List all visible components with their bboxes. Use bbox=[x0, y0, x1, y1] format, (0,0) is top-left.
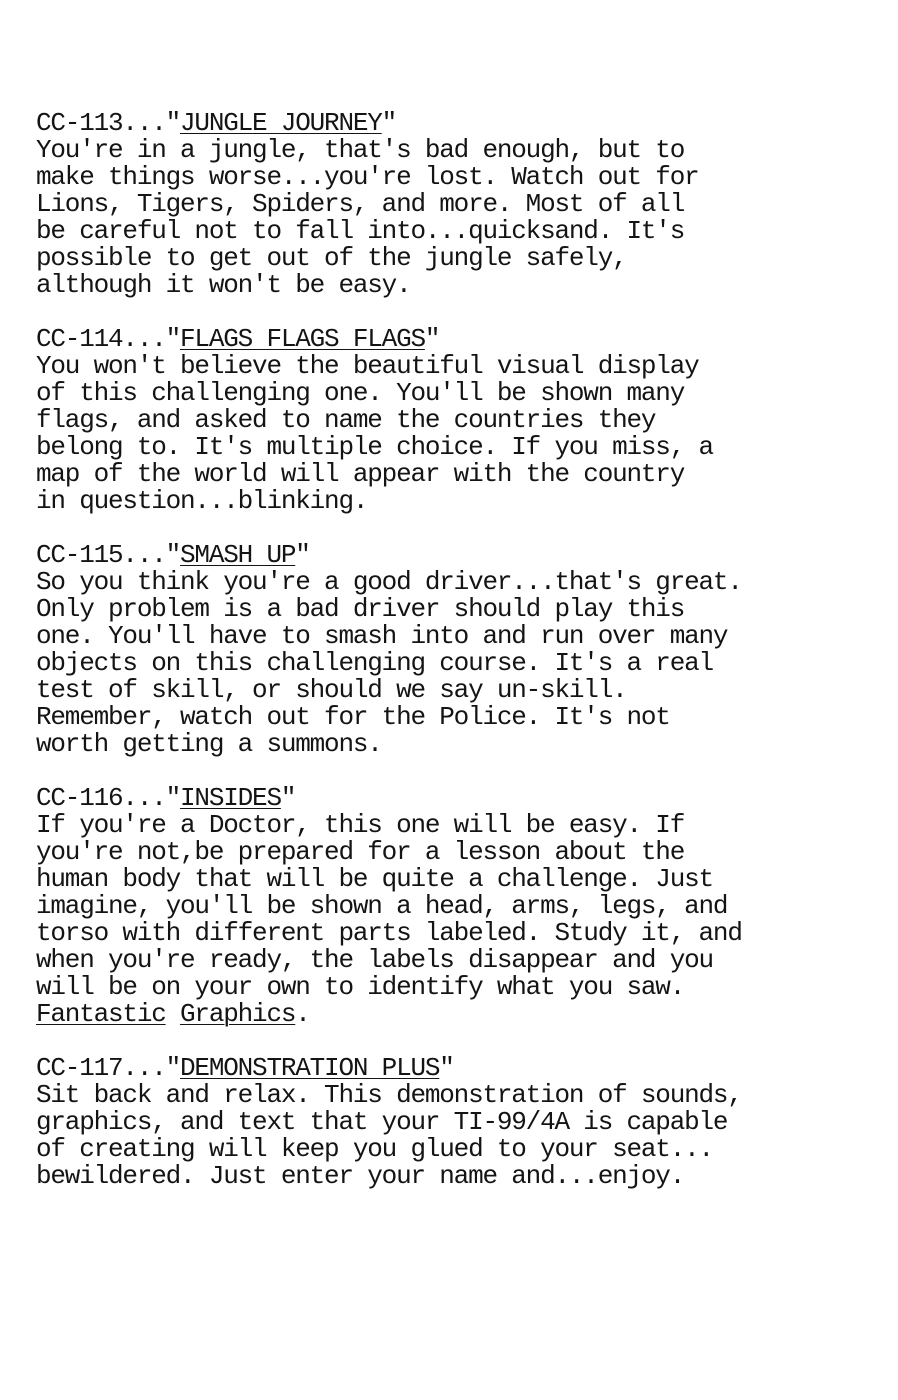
entry-title: JUNGLE JOURNEY bbox=[180, 108, 382, 138]
description-line: You won't believe the beautiful visual display bbox=[36, 351, 699, 381]
catalog-entry-cc-113 bbox=[36, 110, 886, 299]
description-line: Sit back and relax. This demonstration of sounds, bbox=[36, 1080, 742, 1110]
description-line: imagine, you'll be shown a head, arms, legs, and bbox=[36, 891, 728, 921]
entry-title: INSIDES bbox=[180, 783, 281, 813]
description-line: although it won't be easy. bbox=[36, 270, 411, 300]
description-line: of creating will keep you glued to your seat... bbox=[36, 1134, 713, 1164]
entry-heading: CC-115..."SMASH UP" bbox=[36, 540, 310, 570]
entry-code: CC-116... bbox=[36, 783, 166, 813]
description-line: If you're a Doctor, this one will be easy. If bbox=[36, 810, 685, 840]
description-line: belong to. It's multiple choice. If you miss, a bbox=[36, 432, 713, 462]
description-line: graphics, and text that your TI-99/4A is capable bbox=[36, 1107, 728, 1137]
entry-title: FLAGS FLAGS FLAGS bbox=[180, 324, 425, 354]
catalog-entry-cc-115 bbox=[36, 542, 886, 758]
description-line: one. You'll have to smash into and run over many bbox=[36, 621, 728, 651]
description-line: when you're ready, the labels disappear and you bbox=[36, 945, 713, 975]
underlined-word: Fantastic bbox=[36, 999, 166, 1029]
entry-code: CC-114... bbox=[36, 324, 166, 354]
entry-heading: CC-113..."JUNGLE JOURNEY" bbox=[36, 108, 397, 138]
description-line: human body that will be quite a challenge. Just bbox=[36, 864, 713, 894]
entry-code: CC-117... bbox=[36, 1053, 166, 1083]
underlined-word: Graphics bbox=[180, 999, 296, 1029]
description-line: test of skill, or should we say un-skill. bbox=[36, 675, 627, 705]
line-end-punctuation: . bbox=[295, 999, 310, 1029]
description-line: worth getting a summons. bbox=[36, 729, 382, 759]
description-line: Lions, Tigers, Spiders, and more. Most of all bbox=[36, 189, 685, 219]
entry-code: CC-115... bbox=[36, 540, 166, 570]
description-line: flags, and asked to name the countries they bbox=[36, 405, 656, 435]
description-line: map of the world will appear with the country bbox=[36, 459, 685, 489]
description-line: you're not,be prepared for a lesson about the bbox=[36, 837, 685, 867]
catalog-entry-cc-114 bbox=[36, 326, 886, 515]
description-line: of this challenging one. You'll be shown many bbox=[36, 378, 685, 408]
description-line: be careful not to fall into...quicksand. It's bbox=[36, 216, 685, 246]
catalog-page bbox=[36, 110, 886, 1217]
description-line: objects on this challenging course. It's a real bbox=[36, 648, 713, 678]
description-line: will be on your own to identify what you saw. bbox=[36, 972, 685, 1002]
entry-heading: CC-114..."FLAGS FLAGS FLAGS" bbox=[36, 324, 440, 354]
description-line: Only problem is a bad driver should play this bbox=[36, 594, 685, 624]
description-line: So you think you're a good driver...that's great. bbox=[36, 567, 742, 597]
description-line: make things worse...you're lost. Watch out for bbox=[36, 162, 699, 192]
entry-title: DEMONSTRATION PLUS bbox=[180, 1053, 440, 1083]
description-line: in question...blinking. bbox=[36, 486, 368, 516]
entry-title: SMASH UP bbox=[180, 540, 296, 570]
description-line: possible to get out of the jungle safely, bbox=[36, 243, 627, 273]
entry-heading: CC-116..."INSIDES" bbox=[36, 783, 296, 813]
catalog-entry-cc-116 bbox=[36, 785, 886, 1028]
entry-heading: CC-117..."DEMONSTRATION PLUS" bbox=[36, 1053, 454, 1083]
description-line: Remember, watch out for the Police. It's not bbox=[36, 702, 670, 732]
catalog-entry-cc-117 bbox=[36, 1055, 886, 1190]
description-line: torso with different parts labeled. Study it, and bbox=[36, 918, 742, 948]
description-line-emphasis bbox=[36, 1001, 886, 1028]
entry-code: CC-113... bbox=[36, 108, 166, 138]
description-line: bewildered. Just enter your name and...enjoy. bbox=[36, 1161, 685, 1191]
description-line: You're in a jungle, that's bad enough, but to bbox=[36, 135, 685, 165]
